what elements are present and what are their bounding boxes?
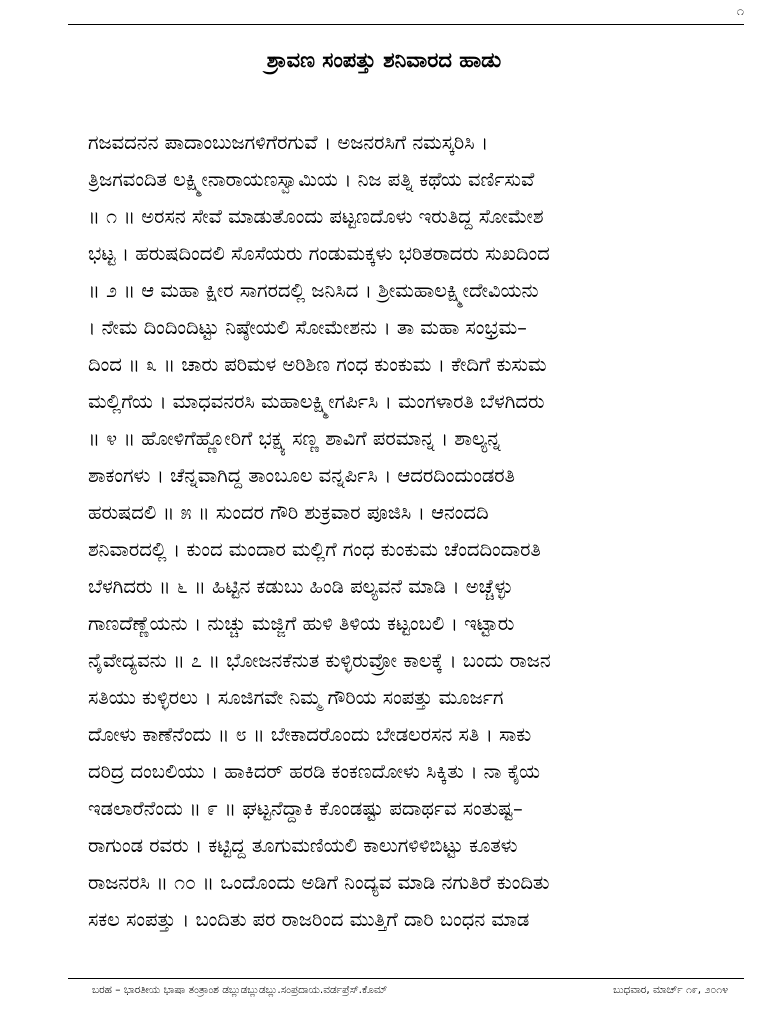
text-line: ರಾಜನರಸಿ ॥ ೧೦ ॥ ಒಂದೊಂದು ಅಡಿಗೆ ನಿಂದ್ಯವ ಮಾಡಿ ನಗುತಿರೆ ಕುಂದಿತು (88, 871, 550, 894)
text-line: ದಿಂದ ॥ ೩ ॥ ಚಾರು ಪರಿಮಳ ಅರಿಶಿಣ ಗಂಧ ಕುಂಕುಮ । ಕೇದಿಗೆ ಕುಸುಮ (88, 353, 547, 376)
text-line: ಸತಿಯು ಕುಳ್ಳಿರಲು । ಸೂಜಿಗವೇ ನಿಮ್ಮ ಗೌರಿಯ ಸಂಪತ್ತು ಮೂರ್ಜಗ (88, 686, 504, 709)
text-line: ನೈವೇದ್ಯವನು ॥ ೭ ॥ ಭೋಜನಕೆನುತ ಕುಳ್ಳಿರುವ್ರೋ ಕಾಲಕ್ಕೆ । ಬಂದು ರಾಜನ (88, 649, 551, 672)
song-body (88, 124, 728, 938)
text-line: ಭಟ್ಟ । ಹರುಷದಿಂದಲಿ ಸೊಸೆಯರು ಗಂಡುಮಕ್ಕಳು ಭರಿತರಾದರು ಸುಖದಿಂದ (88, 242, 550, 265)
text-line: ಗಾಣದೆಣ್ಣೆಯನು । ನುಚ್ಚು ಮಜ್ಜಿಗೆ ಹುಳಿ ತಿಳಿಯ ಕಟ್ಟಂಬಲಿ । ಇಟ್ಟಾರು (88, 612, 515, 635)
text-line: ಗಜವದನನ ಪಾದಾಂಬುಜಗಳಿಗೆರಗುವೆ । ಅಜನರಸಿಗೆ ನಮಸ್ಕರಿಸಿ । (88, 131, 489, 154)
text-line: ತ್ರಿಜಗವಂದಿತ ಲಕ್ಷ್ಮೀನಾರಾಯಣಸ್ವಾಮಿಯ । ನಿಜ ಪತ್ನಿ ಕಥೆಯ ವರ್ಣಿಸುವೆ (88, 168, 535, 191)
text-line: ॥ ೨ ॥ ಆ ಮಹಾ ಕ್ಷೀರ ಸಾಗರದಲ್ಲಿ ಜನಿಸಿದ । ಶ್ರೀಮಹಾಲಕ್ಷ್ಮೀದೇವಿಯನು (88, 279, 539, 302)
text-line: ॥ ೧ ॥ ಅರಸನ ಸೇವೆ ಮಾಡುತೊಂದು ಪಟ್ಟಣದೊಳು ಇರುತಿದ್ದ ಸೋಮೇಶ (88, 205, 544, 228)
document-title: ಶ್ರಾವಣ ಸಂಪತ್ತು ಶನಿವಾರದ ಹಾಡು (266, 48, 502, 72)
text-line: ಶನಿವಾರದಲ್ಲಿ । ಕುಂದ ಮಂದಾರ ಮಲ್ಲಿಗೆ ಗಂಧ ಕುಂಕುಮ ಚೆಂದದಿಂದಾರತಿ (88, 538, 541, 561)
text-line: ಬೆಳಗಿದರು ॥ ೬ ॥ ಹಿಟ್ಟಿನ ಕಡುಬು ಹಿಂಡಿ ಪಲ್ಯವನೆ ಮಾಡಿ । ಅಚ್ಚೆಳ್ಳು (88, 575, 513, 598)
text-line: ಇಡಲಾರೆನೆಂದು ॥ ೯ ॥ ಘಟ್ಟನೆದ್ದಾಕಿ ಕೊಂಡಷ್ಟು ಪದಾರ್ಥವ ಸಂತುಷ್ಟ– (88, 797, 523, 820)
header-rule (68, 24, 744, 25)
text-line: ದರಿದ್ರ ದಂಬಲಿಯು । ಹಾಕಿದರ್ ಹರಡಿ ಕಂಕಣದೋಳು ಸಿಕ್ಕಿತು । ನಾ ಕೈಯ (88, 760, 541, 783)
text-line: ಹರುಷದಲಿ ॥ ೫ ॥ ಸುಂದರ ಗೌರಿ ಶುಕ್ರವಾರ ಪೂಜಿಸಿ । ಆನಂದದಿ (88, 501, 489, 524)
text-line: ಮಲ್ಲಿಗೆಯ । ಮಾಧವನರಸಿ ಮಹಾಲಕ್ಷ್ಮೀಗರ್ಪಿಸಿ । ಮಂಗಳಾರತಿ ಬೆಳಗಿದರು (88, 390, 545, 413)
footer-source: ಬರಹ – ಭಾರತೀಯ ಭಾಷಾ ತಂತ್ರಾಂಶ ಡಬ್ಲುಡಬ್ಲುಡಬ್ಲು.ಸಂಪ್ರದಾಯ.ವರ್ಡಪ್ರೆಸ್.ಕೊಮ್ (92, 984, 388, 996)
text-line: ಶಾಕಂಗಳು । ಚೆನ್ನವಾಗಿದ್ದ ತಾಂಬೂಲ ವನ್ನರ್ಪಿಸಿ । ಆದರದಿಂದುಂಡರತಿ (88, 464, 515, 487)
text-line: । ನೇಮ ದಿಂದಿಂದಿಟ್ಟು ನಿಷ್ಠೇಯಲಿ ಸೋಮೇಶನು । ತಾ ಮಹಾ ಸಂಭ್ರಮ– (88, 316, 527, 339)
text-line: ಸಕಲ ಸಂಪತ್ತು । ಬಂದಿತು ಪರ ರಾಜರಿಂದ ಮುತ್ತಿಗೆ ದಾರಿ ಬಂಧನ ಮಾಡ (88, 908, 530, 931)
text-line: ದೋಳು ಕಾಣೆನೆಂದು ॥ ೮ ॥ ಬೇಕಾದರೊಂದು ಬೇಡಲರಸನ ಸತಿ । ಸಾಕು (88, 723, 532, 746)
text-line: ॥ ೪ ॥ ಹೋಳಿಗೆಹ್ಣೋರಿಗೆ ಭಕ್ಷ್ಯ ಸಣ್ಣ ಶಾವಿಗೆ ಪರಮಾನ್ನ । ಶಾಲ್ಯನ್ನ (88, 427, 501, 450)
footer-date: ಬುಧವಾರ, ಮಾರ್ಚ್ ೧೯, ೨೦೧೪ (613, 984, 728, 996)
footer-rule (68, 978, 744, 979)
text-line: ರಾಗುಂಡ ರವರು । ಕಟ್ಟಿದ್ದ ತೂಗುಮಣಿಯಲಿ ಕಾಲುಗಳಿಳಿಬಿಟ್ಟು ಕೂತಳು (88, 834, 518, 857)
page-number: ೧ (736, 4, 744, 19)
